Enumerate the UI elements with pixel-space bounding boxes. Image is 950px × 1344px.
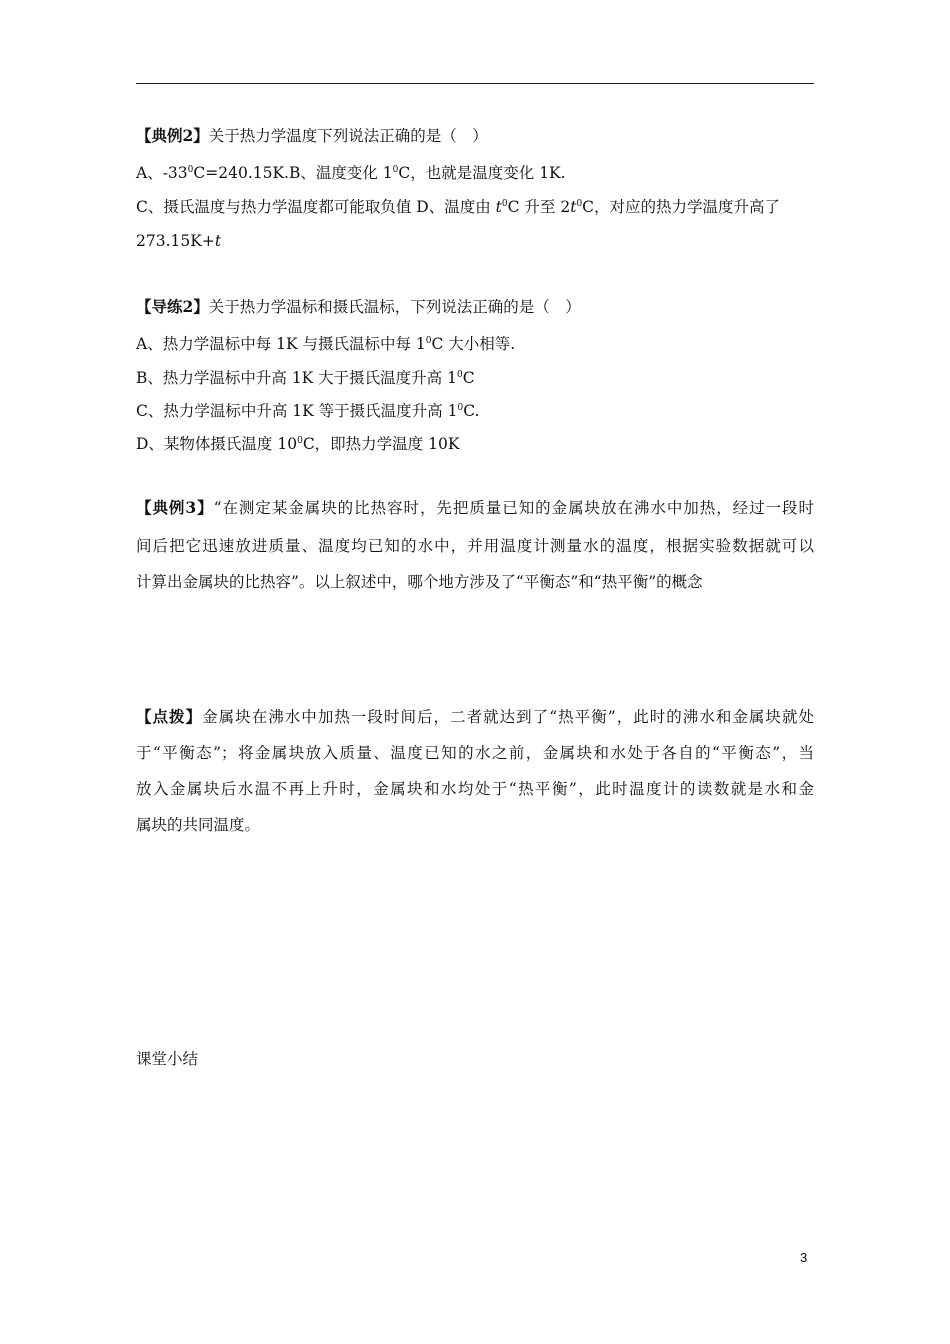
example2-question-text: 关于热力学温度下列说法正确的是（ ） bbox=[208, 127, 488, 145]
degree-mark: 0 bbox=[457, 403, 464, 413]
variable-t: t bbox=[570, 198, 577, 216]
page-number: 3 bbox=[800, 1250, 808, 1265]
paragraph-text: 于“平衡态”；将金属块放入质量、温度已知的水之前，金属块和水处于各自的“平衡态”，当 bbox=[136, 744, 814, 762]
example3-label: 【典例3】 bbox=[136, 498, 214, 517]
section-title: 课堂小结 bbox=[136, 1050, 199, 1068]
practice2-option-a bbox=[136, 331, 814, 354]
variable-t: t bbox=[214, 232, 222, 250]
paragraph-text: 间后把它迅速放进质量、温度均已知的水中，并用温度计测量水的温度，根据实验数据就可以 bbox=[136, 537, 814, 555]
paragraph-text: 金属块在沸水中加热一段时间后，二者就达到了“热平衡”，此时的沸水和金属块就处 bbox=[202, 708, 814, 726]
option-text: C，对应的热力学温度升高了 bbox=[582, 198, 781, 216]
example2-question bbox=[136, 126, 814, 146]
option-text: A、热力学温标中每 1K 与摄氏温标中每 1 bbox=[136, 335, 426, 353]
header-rule bbox=[136, 83, 814, 84]
degree-mark: 0 bbox=[187, 165, 194, 175]
example2-label: 【典例2】 bbox=[136, 126, 209, 145]
paragraph-text: 计算出金属块的比热容”。以上叙述中，哪个地方涉及了“平衡态”和“热平衡”的概念 bbox=[136, 573, 703, 591]
option-text: B、热力学温标中升高 1K 大于摄氏温度升高 1 bbox=[136, 369, 457, 387]
option-text: C=240.15K.B、温度变化 1 bbox=[193, 164, 393, 182]
degree-mark: 0 bbox=[501, 199, 508, 209]
practice2-label: 【导练2】 bbox=[136, 297, 209, 316]
practice2-question-text: 关于热力学温标和摄氏温标，下列说法正确的是（ ） bbox=[208, 298, 581, 316]
degree-mark: 0 bbox=[456, 370, 463, 380]
paragraph-text: “在测定某金属块的比热容时，先把质量已知的金属块放在沸水中加热，经过一段时 bbox=[213, 499, 814, 517]
hint-label: 【点拨】 bbox=[136, 707, 203, 726]
example2-option-cd bbox=[136, 194, 814, 217]
degree-mark: 0 bbox=[425, 336, 432, 346]
variable-t: t bbox=[495, 198, 502, 216]
degree-mark: 0 bbox=[576, 199, 583, 209]
example3-line-2 bbox=[136, 536, 814, 556]
hint-line-4 bbox=[136, 815, 814, 835]
hint-line-1 bbox=[136, 707, 814, 727]
option-text: C 升至 2 bbox=[507, 198, 571, 216]
option-text: C bbox=[462, 369, 475, 387]
option-text: D、某物体摄氏温度 10 bbox=[136, 435, 298, 453]
practice2-option-d bbox=[136, 431, 814, 454]
example3-line-3 bbox=[136, 572, 814, 592]
degree-mark: 0 bbox=[297, 436, 303, 446]
hint-line-2 bbox=[136, 743, 814, 763]
practice2-option-b bbox=[136, 365, 814, 388]
option-text: A、-33 bbox=[136, 164, 188, 182]
option-text: C 大小相等. bbox=[431, 335, 516, 353]
option-text: C、热力学温标中升高 1K 等于摄氏温度升高 1 bbox=[136, 402, 458, 420]
example2-option-d-continuation bbox=[136, 231, 814, 251]
paragraph-text: 属块的共同温度。 bbox=[136, 816, 261, 834]
option-text: C，即热力学温度 10K bbox=[302, 435, 460, 453]
practice2-option-c bbox=[136, 398, 814, 421]
option-text: C、摄氏温度与热力学温度都可能取负值 D、温度由 bbox=[136, 198, 491, 216]
degree-mark: 0 bbox=[392, 165, 399, 175]
hint-line-3 bbox=[136, 779, 814, 799]
example3-line-1 bbox=[136, 498, 814, 518]
option-text: C. bbox=[463, 402, 480, 420]
example2-option-ab bbox=[136, 160, 814, 183]
option-text: 273.15K+ bbox=[136, 232, 215, 250]
practice2-question bbox=[136, 297, 814, 317]
option-text: C，也就是温度变化 1K. bbox=[398, 164, 566, 182]
paragraph-text: 放入金属块后水温不再上升时，金属块和水均处于“热平衡”，此时温度计的读数就是水和金 bbox=[136, 780, 814, 798]
